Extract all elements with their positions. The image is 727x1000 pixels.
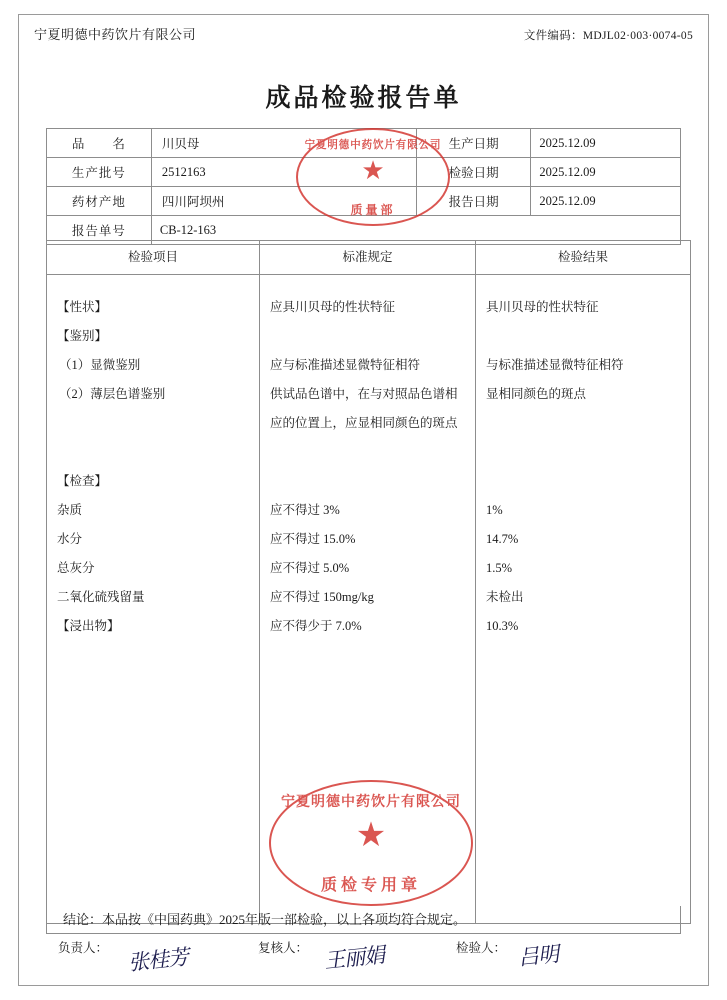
standard-line: 应不得少于 7.0% (270, 619, 362, 633)
item-line: 【检查】 (57, 474, 108, 488)
standard-line: 应与标准描述显微特征相符 (270, 358, 421, 372)
stamp-bottom-text: 质量部 (350, 203, 396, 217)
result-line: 未检出 (486, 590, 524, 604)
column-header-result: 检验结果 (476, 241, 691, 275)
item-line: （1）显微鉴别 (59, 358, 141, 372)
standard-line: 应不得过 150mg/kg (270, 590, 374, 604)
responsible-label: 负责人： (58, 941, 109, 955)
stamp-bottom-text: 质检专用章 (320, 877, 421, 894)
result-line: 1% (486, 503, 503, 517)
standard-line (270, 322, 465, 351)
result-line (486, 409, 680, 438)
item-line: 总灰分 (57, 561, 95, 575)
star-icon: ★ (355, 816, 387, 854)
standard-line (270, 467, 465, 496)
stamp-top-text: 宁夏明德中药饮片有限公司 (304, 139, 442, 151)
report-no-label: 报告单号 (47, 216, 152, 245)
stamp-top-text: 宁夏明德中药饮片有限公司 (281, 795, 461, 810)
standard-line: 供试品色谱中，在与对照品色谱相 (270, 387, 458, 401)
standard-line: 应的位置上，应显相同颜色的斑点 (270, 416, 458, 430)
company-name: 宁夏明德中药饮片有限公司 (34, 27, 197, 42)
result-line: 1.5% (486, 561, 513, 575)
result-line (486, 322, 680, 351)
reviewer-label: 复核人： (258, 941, 309, 955)
item-line: 【性状】 (57, 300, 108, 314)
standard-line: 应不得过 3% (270, 503, 340, 517)
table-header-row (47, 241, 691, 275)
table-body-row (47, 275, 691, 924)
standard-line: 应不得过 5.0% (270, 561, 350, 575)
document-code-label: 文件编码： (523, 30, 583, 42)
result-line: 14.7% (486, 532, 519, 546)
result-line: 10.3% (486, 619, 519, 633)
origin-value: 四川阿坝州 (151, 187, 416, 216)
item-line: 杂质 (57, 503, 83, 517)
inspector-label: 检验人： (456, 941, 507, 955)
standard-line: 应不得过 15.0% (270, 532, 356, 546)
standard-line: 应具川贝母的性状特征 (270, 300, 396, 314)
report-date-value: 2025.12.09 (531, 187, 681, 216)
reviewer-signature: 王丽娟 (323, 942, 386, 974)
item-line: 【浸出物】 (57, 619, 120, 633)
product-name-label: 品 名 (47, 129, 152, 158)
result-line (486, 438, 680, 467)
item-line: 水分 (57, 532, 83, 546)
result-table (46, 240, 691, 924)
table-row (47, 187, 681, 216)
conclusion-text: 结论：本品按《中国药典》2025年版一部检验，以上各项均符合规定。 (46, 906, 681, 934)
result-line (486, 467, 680, 496)
result-line: 与标准描述显微特征相符 (486, 358, 624, 372)
standard-line (270, 438, 465, 467)
result-line: 显相同颜色的斑点 (486, 387, 587, 401)
column-header-standard: 标准规定 (260, 241, 476, 275)
standard-column (260, 275, 476, 924)
report-no-value: CB-12-163 (151, 216, 680, 245)
items-column (47, 275, 260, 924)
origin-label: 药材产地 (47, 187, 152, 216)
product-name-value: 川贝母 (151, 129, 416, 158)
result-line: 具川贝母的性状特征 (486, 300, 599, 314)
item-line (57, 438, 249, 467)
inspection-date-label: 检验日期 (417, 158, 531, 187)
inspection-date-value: 2025.12.09 (531, 158, 681, 187)
batch-no-value: 2512163 (151, 158, 416, 187)
inspector-signature: 吕明 (516, 941, 560, 971)
item-line: 二氧化硫残留量 (57, 590, 145, 604)
report-date-label: 报告日期 (417, 187, 531, 216)
page-title: 成品检验报告单 (265, 85, 462, 112)
item-line (57, 409, 249, 438)
star-icon: ★ (361, 156, 385, 186)
info-table (46, 128, 681, 245)
result-column (476, 275, 691, 924)
document-code-value: MDJL02·003·0074-05 (582, 30, 693, 42)
document-header (34, 24, 693, 43)
production-date-label: 生产日期 (417, 129, 531, 158)
document-code (524, 27, 693, 43)
table-row (47, 158, 681, 187)
column-header-item: 检验项目 (47, 241, 260, 275)
item-line: （2）薄层色谱鉴别 (59, 387, 166, 401)
item-line: 【鉴别】 (57, 329, 108, 343)
production-date-value: 2025.12.09 (531, 129, 681, 158)
responsible-signature: 张桂芳 (127, 944, 190, 976)
batch-no-label: 生产批号 (47, 158, 152, 187)
table-row (47, 129, 681, 158)
